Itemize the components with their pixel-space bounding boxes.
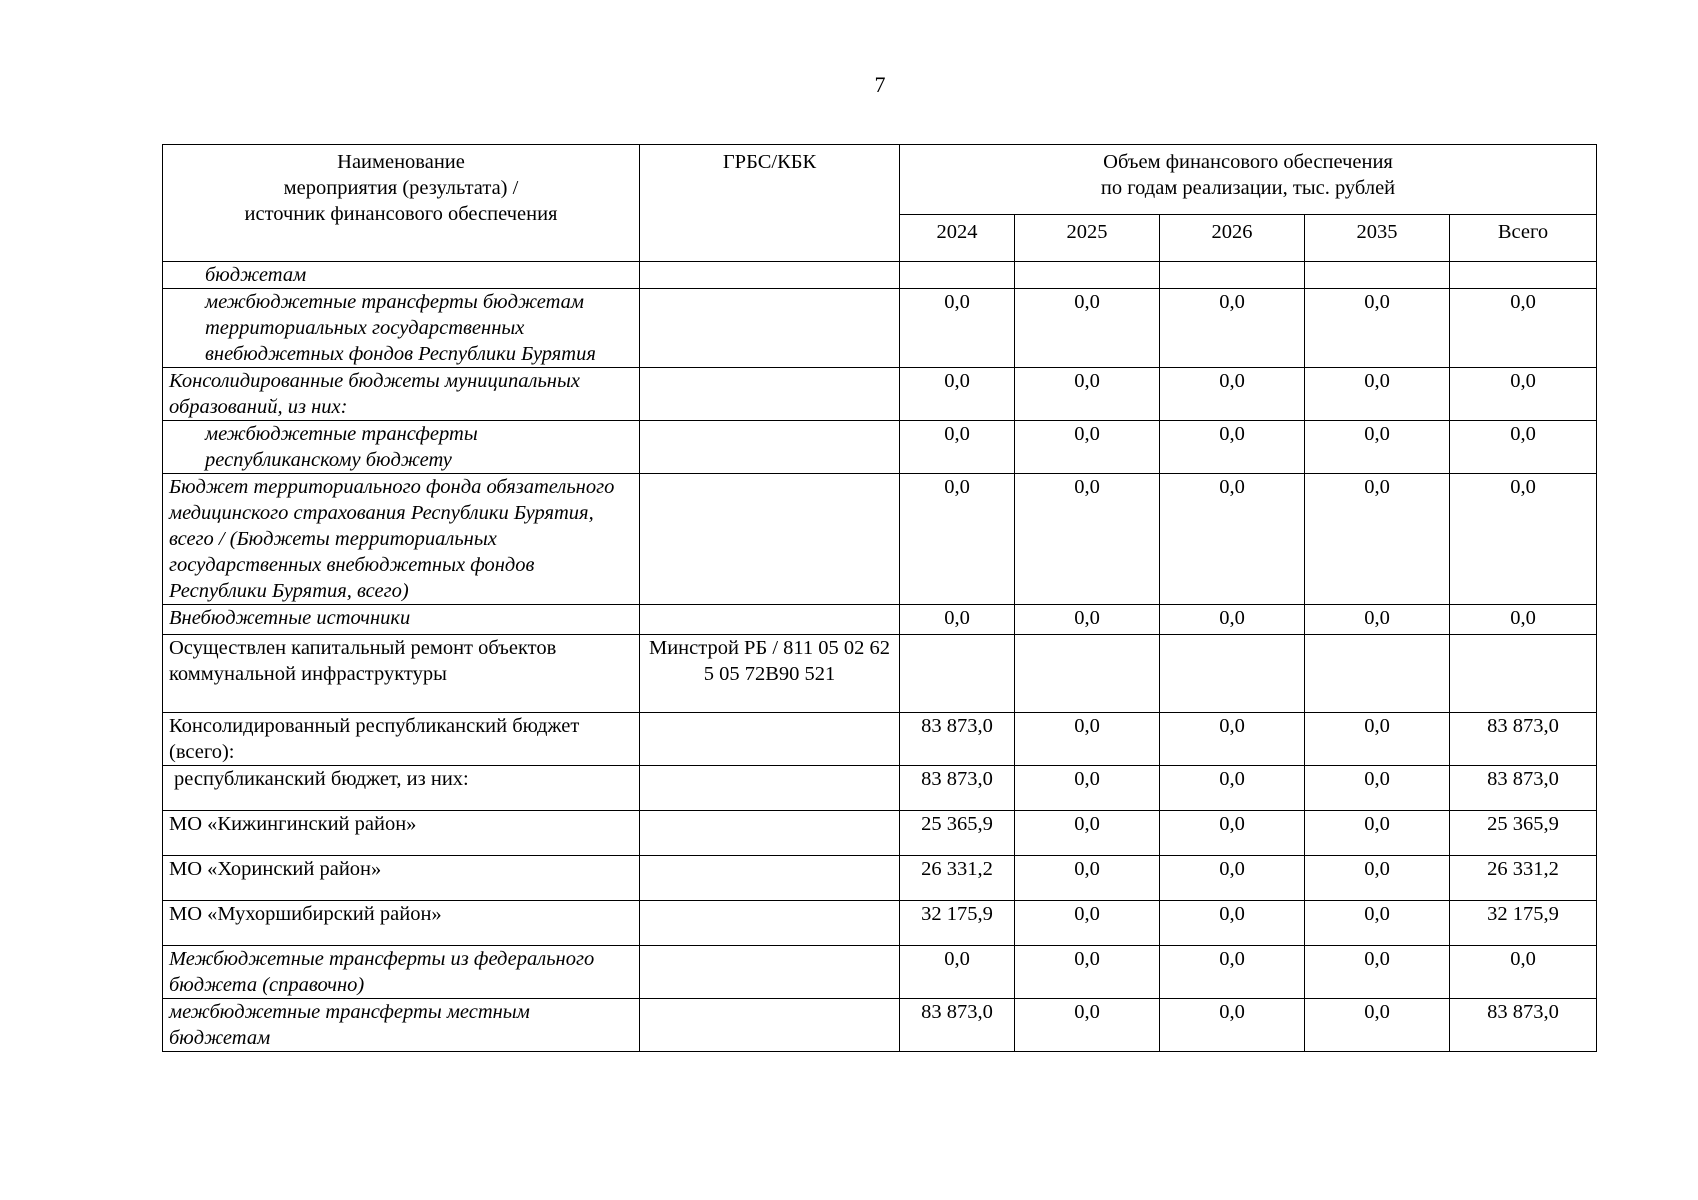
row-value-cell: 0,0 (1305, 474, 1450, 605)
row-name-cell: межбюджетные трансферты местным бюджетам (163, 999, 640, 1052)
row-total-cell: 32 175,9 (1450, 901, 1597, 946)
row-value-cell: 0,0 (1015, 421, 1160, 474)
header-year: 2025 (1015, 215, 1160, 262)
row-value-cell (1160, 635, 1305, 713)
table-row (163, 289, 1597, 368)
row-value-cell: 0,0 (1305, 999, 1450, 1052)
row-value-cell: 0,0 (1015, 999, 1160, 1052)
row-value-cell: 0,0 (1305, 713, 1450, 766)
row-name-cell: МО «Кижингинский район» (163, 811, 640, 856)
row-code-cell (640, 999, 900, 1052)
header-name-line: Наименование (337, 151, 465, 173)
table-row (163, 766, 1597, 811)
row-code-cell (640, 856, 900, 901)
page-number: 7 (874, 72, 886, 97)
row-total-cell: 26 331,2 (1450, 856, 1597, 901)
row-value-cell: 0,0 (1305, 856, 1450, 901)
row-value-cell: 32 175,9 (900, 901, 1015, 946)
table-row (163, 474, 1597, 605)
row-code-cell (640, 474, 900, 605)
row-value-cell: 0,0 (1160, 999, 1305, 1052)
table-row (163, 811, 1597, 856)
row-value-cell: 0,0 (1160, 289, 1305, 368)
row-value-cell: 0,0 (1160, 811, 1305, 856)
row-value-cell: 0,0 (900, 946, 1015, 999)
row-value-cell (1305, 635, 1450, 713)
row-name-cell: Осуществлен капитальный ремонт объектов коммунальной инфраструктуры (163, 635, 640, 713)
row-total-cell: 0,0 (1450, 289, 1597, 368)
row-value-cell: 0,0 (1305, 605, 1450, 635)
row-value-cell: 0,0 (1015, 901, 1160, 946)
row-value-cell (900, 262, 1015, 289)
row-name-cell: МО «Хоринский район» (163, 856, 640, 901)
row-code-cell (640, 713, 900, 766)
row-code-cell: Минстрой РБ / 811 05 02 62 5 05 72В90 521 (640, 635, 900, 713)
row-code-cell (640, 421, 900, 474)
row-value-cell: 0,0 (1160, 421, 1305, 474)
row-name-cell: межбюджетные трансферты бюджетам территориальных государственных внебюджетных фондов Республики Бурятия (163, 289, 640, 368)
row-code-cell (640, 368, 900, 421)
row-value-cell: 0,0 (1160, 766, 1305, 811)
row-value-cell: 0,0 (1015, 766, 1160, 811)
row-value-cell: 0,0 (1305, 289, 1450, 368)
row-name-cell: Консолидированные бюджеты муниципальных образований, из них: (163, 368, 640, 421)
table-row (163, 262, 1597, 289)
row-total-cell (1450, 262, 1597, 289)
row-value-cell: 0,0 (1160, 605, 1305, 635)
row-total-cell (1450, 635, 1597, 713)
table-row (163, 856, 1597, 901)
row-value-cell: 83 873,0 (900, 999, 1015, 1052)
table-row (163, 946, 1597, 999)
table-row (163, 368, 1597, 421)
row-total-cell: 25 365,9 (1450, 811, 1597, 856)
row-value-cell: 25 365,9 (900, 811, 1015, 856)
row-value-cell: 0,0 (1305, 946, 1450, 999)
row-code-cell (640, 766, 900, 811)
row-total-cell: 0,0 (1450, 605, 1597, 635)
table-body (163, 262, 1597, 1052)
header-volume-line: по годам реализации, тыс. рублей (1100, 177, 1396, 199)
row-name-cell: межбюджетные трансферты республиканскому бюджету (163, 421, 640, 474)
row-value-cell: 0,0 (900, 474, 1015, 605)
row-value-cell: 83 873,0 (900, 766, 1015, 811)
row-value-cell: 0,0 (900, 605, 1015, 635)
row-total-cell: 0,0 (1450, 946, 1597, 999)
row-name-cell: Межбюджетные трансферты из федерального бюджета (справочно) (163, 946, 640, 999)
header-year: 2035 (1305, 215, 1450, 262)
row-value-cell: 0,0 (1015, 856, 1160, 901)
row-value-cell: 0,0 (1015, 605, 1160, 635)
row-value-cell: 0,0 (900, 289, 1015, 368)
row-value-cell: 0,0 (1305, 811, 1450, 856)
row-value-cell: 0,0 (1160, 368, 1305, 421)
header-name-column (163, 145, 640, 262)
row-value-cell: 83 873,0 (900, 713, 1015, 766)
row-code-cell (640, 946, 900, 999)
row-value-cell: 0,0 (1015, 289, 1160, 368)
table-row (163, 421, 1597, 474)
row-value-cell (1305, 262, 1450, 289)
row-value-cell: 0,0 (1015, 713, 1160, 766)
row-value-cell: 0,0 (1015, 811, 1160, 856)
row-value-cell (900, 635, 1015, 713)
row-value-cell: 0,0 (1305, 368, 1450, 421)
row-value-cell: 0,0 (1305, 901, 1450, 946)
header-name-line: мероприятия (результата) / (283, 177, 519, 199)
row-value-cell: 0,0 (1160, 901, 1305, 946)
row-value-cell (1015, 635, 1160, 713)
header-year: 2026 (1160, 215, 1305, 262)
row-name-cell: МО «Мухоршибирский район» (163, 901, 640, 946)
table-row (163, 901, 1597, 946)
row-value-cell: 0,0 (1015, 946, 1160, 999)
header-grbs-column: ГРБС/КБК (640, 145, 900, 262)
row-total-cell: 0,0 (1450, 421, 1597, 474)
row-value-cell: 0,0 (1305, 766, 1450, 811)
financing-table (162, 144, 1597, 1052)
row-code-cell (640, 289, 900, 368)
row-value-cell: 0,0 (900, 368, 1015, 421)
row-value-cell: 0,0 (1160, 474, 1305, 605)
row-total-cell: 0,0 (1450, 368, 1597, 421)
row-value-cell (1160, 262, 1305, 289)
header-year-total: Всего (1450, 215, 1597, 262)
row-total-cell: 83 873,0 (1450, 999, 1597, 1052)
row-name-cell: Внебюджетные источники (163, 605, 640, 635)
header-volume-line: Объем финансового обеспечения (1103, 151, 1393, 173)
row-name-cell: Бюджет территориального фонда обязательного медицинского страхования Республики Бурятия, всего / (Бюджеты территориальных государственных внебюджетных фондов Республики Бурятия, всего) (163, 474, 640, 605)
row-code-cell (640, 262, 900, 289)
table-row (163, 635, 1597, 713)
row-value-cell: 0,0 (1015, 368, 1160, 421)
row-name-cell: Консолидированный республиканский бюджет (всего): (163, 713, 640, 766)
row-value-cell: 0,0 (1015, 474, 1160, 605)
row-value-cell: 0,0 (1160, 713, 1305, 766)
header-name-line: источник финансового обеспечения (244, 203, 558, 225)
row-value-cell: 0,0 (1160, 856, 1305, 901)
row-value-cell: 0,0 (900, 421, 1015, 474)
row-name-cell: бюджетам (163, 262, 640, 289)
row-value-cell (1015, 262, 1160, 289)
row-value-cell: 0,0 (1305, 421, 1450, 474)
table-row (163, 999, 1597, 1052)
row-total-cell: 83 873,0 (1450, 713, 1597, 766)
header-year: 2024 (900, 215, 1015, 262)
row-code-cell (640, 901, 900, 946)
row-value-cell: 0,0 (1160, 946, 1305, 999)
row-total-cell: 0,0 (1450, 474, 1597, 605)
row-code-cell (640, 605, 900, 635)
row-name-cell: республиканский бюджет, из них: (163, 766, 640, 811)
row-code-cell (640, 811, 900, 856)
table-row (163, 605, 1597, 635)
header-volume-column (900, 145, 1597, 215)
row-value-cell: 26 331,2 (900, 856, 1015, 901)
table-row (163, 713, 1597, 766)
row-total-cell: 83 873,0 (1450, 766, 1597, 811)
